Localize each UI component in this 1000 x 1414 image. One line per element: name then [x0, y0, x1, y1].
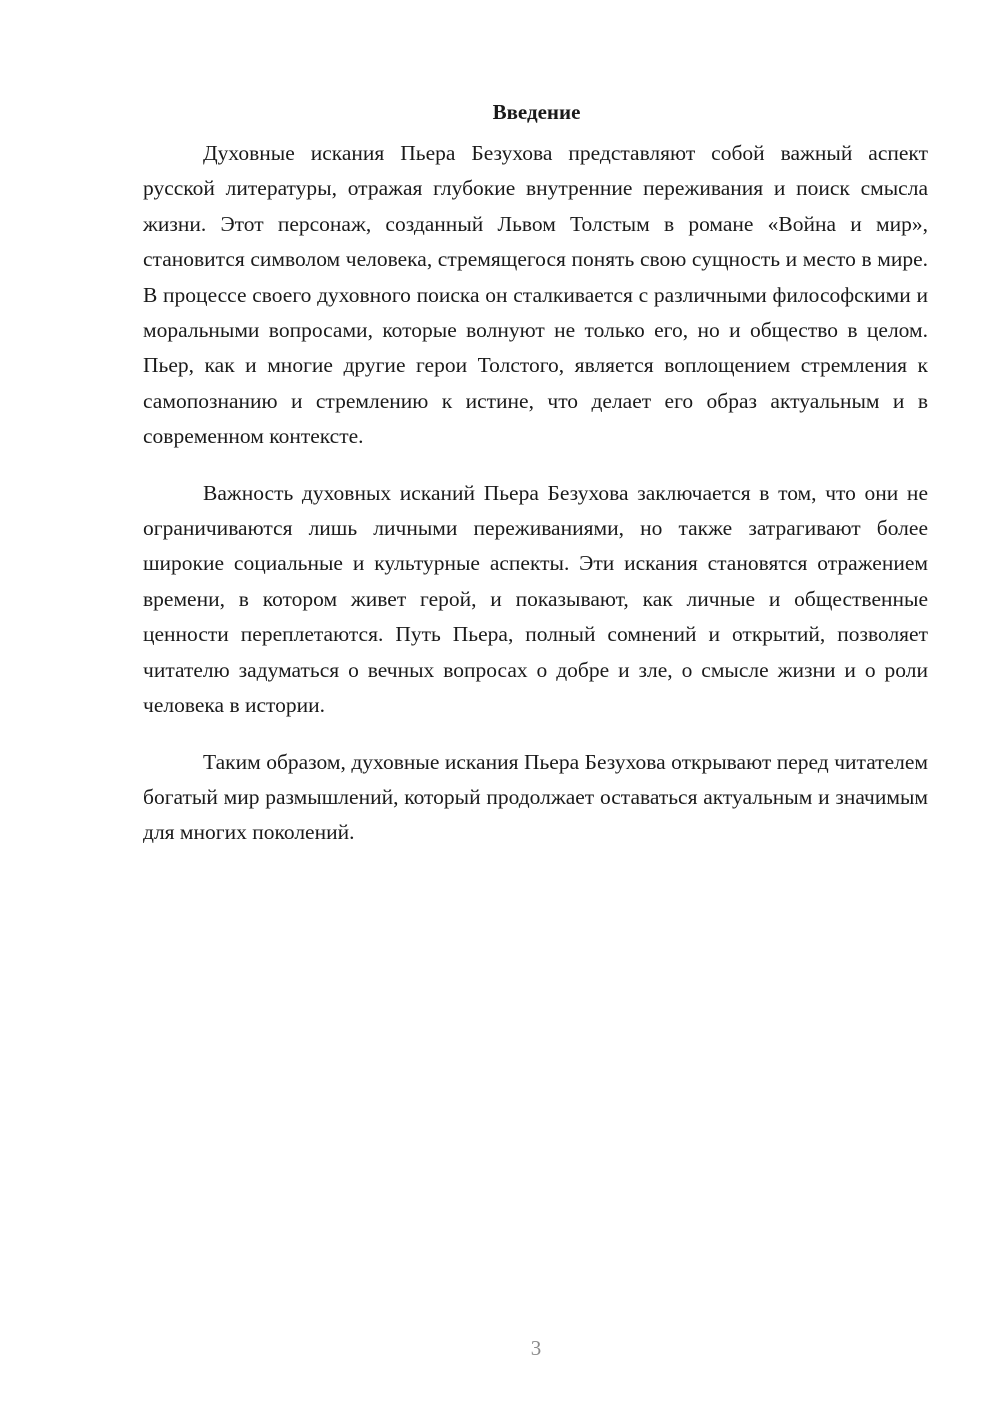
page-body — [143, 96, 928, 872]
section-heading: Введение — [492, 100, 581, 124]
page-number: 3 — [530, 1336, 542, 1360]
paragraph-2: Важность духовных исканий Пьера Безухова заключается в том, что они не ограничиваются лишь личными переживаниями, но также затрагивают более широкие социальные и культурные аспекты. Эти искания становятся отражением времени, в котором живет герой, и показывают, как личные и общественные ценности переплетаются. Путь Пьера, полный сомнений и открытий, позволяет читателю задуматься о вечных вопросах о добре и зле, о смысле жизни и о роли человека в истории. — [143, 480, 928, 718]
paragraph-1: Духовные искания Пьера Безухова представляют собой важный аспект русской литературы, отражая глубокие внутренние переживания и поиск смысла жизни. Этот персонаж, созданный Львом Толстым в романе «Война и мир», становится символом человека, стремящегося понять свою сущность и место в мире. В процессе своего духовного поиска он сталкивается с различными философскими и моральными вопросами, которые волнуют не только его, но и общество в целом. Пьер, как и многие другие герои Толстого, является воплощением стремления к самопознанию и стремлению к истине, что делает его образ актуальным и в современном контексте. — [143, 141, 928, 449]
paragraph-3: Таким образом, духовные искания Пьера Безухова открывают перед читателем богатый мир размышлений, который продолжает оставаться актуальным и значимым для многих поколений. — [143, 749, 928, 845]
